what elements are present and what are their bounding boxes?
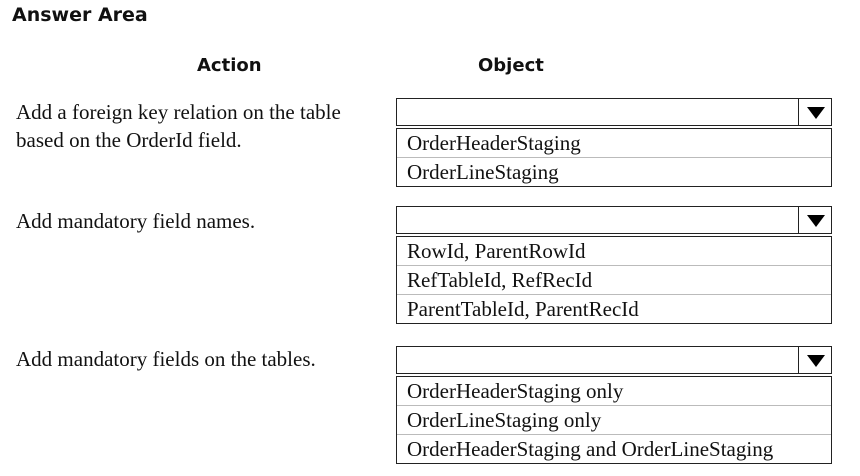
object-column-header: Object: [478, 55, 544, 76]
object-dropdown-2[interactable]: [396, 206, 832, 324]
triangle-down-icon: [807, 215, 825, 227]
dropdown-toggle-button-3[interactable]: [798, 347, 831, 373]
object-dropdown-1[interactable]: [396, 98, 832, 187]
action-text-3: Add mandatory fields on the tables.: [16, 347, 316, 371]
triangle-down-icon: [807, 355, 825, 367]
dropdown-toggle-button-2[interactable]: [798, 207, 831, 233]
object-dropdown-3[interactable]: [396, 346, 832, 464]
option-list-2: [396, 236, 832, 324]
option-list-1: [396, 128, 832, 187]
select-box-3[interactable]: [396, 346, 832, 374]
option-3-3[interactable]: OrderHeaderStaging and OrderLineStaging: [397, 435, 831, 463]
triangle-down-icon: [807, 107, 825, 119]
option-2-3[interactable]: ParentTableId, ParentRecId: [397, 295, 831, 323]
action-text-2: Add mandatory field names.: [16, 209, 256, 233]
option-2-1[interactable]: RowId, ParentRowId: [397, 237, 831, 266]
option-2-2[interactable]: RefTableId, RefRecId: [397, 266, 831, 295]
select-box-1[interactable]: [396, 98, 832, 126]
option-3-1[interactable]: OrderHeaderStaging only: [397, 377, 831, 406]
option-1-1[interactable]: OrderHeaderStaging: [397, 129, 831, 158]
select-box-2[interactable]: [396, 206, 832, 234]
action-column-header: Action: [197, 55, 262, 76]
action-text-1: Add a foreign key relation on the table based on the OrderId field.: [16, 100, 341, 152]
option-1-2[interactable]: OrderLineStaging: [397, 158, 831, 186]
option-list-3: [396, 376, 832, 464]
answer-area-title: Answer Area: [12, 4, 148, 26]
option-3-2[interactable]: OrderLineStaging only: [397, 406, 831, 435]
dropdown-toggle-button-1[interactable]: [798, 99, 831, 125]
